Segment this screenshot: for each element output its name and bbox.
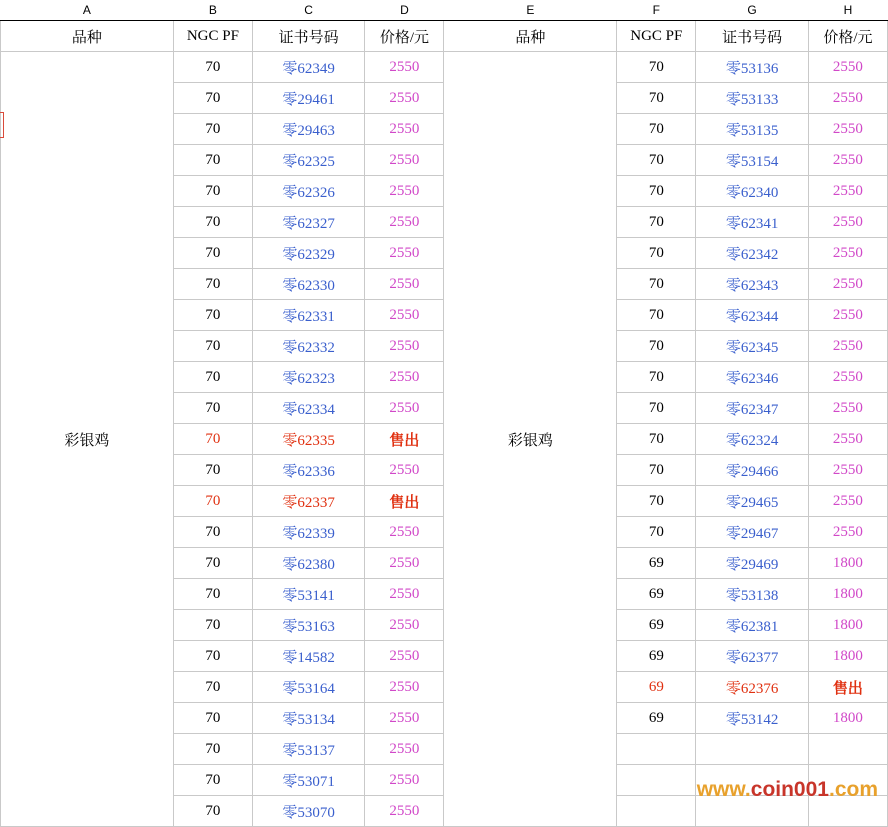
header-cell-cert-right[interactable]: 证书号码 bbox=[696, 21, 808, 52]
price-cell-left[interactable]: 2550 bbox=[365, 703, 444, 734]
grade-cell-left[interactable]: 70 bbox=[173, 238, 252, 269]
grade-cell-right[interactable]: 70 bbox=[617, 331, 696, 362]
row-selection-marker bbox=[0, 112, 4, 138]
grade-cell-left[interactable]: 70 bbox=[173, 672, 252, 703]
grade-cell-left[interactable]: 70 bbox=[173, 145, 252, 176]
grade-cell-right[interactable]: 69 bbox=[617, 703, 696, 734]
grade-cell-left[interactable]: 70 bbox=[173, 486, 252, 517]
price-cell-left[interactable]: 2550 bbox=[365, 269, 444, 300]
price-cell-right[interactable] bbox=[808, 734, 887, 765]
price-cell-right[interactable]: 2550 bbox=[808, 455, 887, 486]
price-cell-left[interactable]: 2550 bbox=[365, 300, 444, 331]
cert-cell-left[interactable]: 零62349 bbox=[252, 52, 364, 83]
cert-cell-right[interactable]: 零53154 bbox=[696, 145, 808, 176]
cert-cell-right[interactable]: 零62376 bbox=[696, 672, 808, 703]
cert-cell-left[interactable]: 零62332 bbox=[252, 331, 364, 362]
table-header-row bbox=[1, 21, 888, 52]
price-cell-left[interactable]: 2550 bbox=[365, 176, 444, 207]
price-cell-right[interactable]: 2550 bbox=[808, 114, 887, 145]
header-cell-price-left[interactable]: 价格/元 bbox=[365, 21, 444, 52]
price-cell-left[interactable]: 2550 bbox=[365, 765, 444, 796]
grade-cell-right[interactable]: 70 bbox=[617, 145, 696, 176]
column-header-c[interactable]: C bbox=[252, 0, 364, 21]
cert-cell-right[interactable]: 零62347 bbox=[696, 393, 808, 424]
price-cell-left[interactable]: 2550 bbox=[365, 83, 444, 114]
price-cell-right[interactable]: 2550 bbox=[808, 424, 887, 455]
cert-cell-left[interactable]: 零62335 bbox=[252, 424, 364, 455]
grade-cell-left[interactable]: 70 bbox=[173, 393, 252, 424]
cert-cell-left[interactable]: 零53134 bbox=[252, 703, 364, 734]
price-cell-right[interactable]: 2550 bbox=[808, 269, 887, 300]
column-header-a[interactable]: A bbox=[1, 0, 174, 21]
price-cell-left[interactable]: 2550 bbox=[365, 393, 444, 424]
grade-cell-right[interactable]: 70 bbox=[617, 300, 696, 331]
cert-cell-right[interactable]: 零62377 bbox=[696, 641, 808, 672]
cert-cell-right[interactable]: 零29467 bbox=[696, 517, 808, 548]
price-cell-left[interactable]: 2550 bbox=[365, 238, 444, 269]
grade-cell-right[interactable]: 69 bbox=[617, 548, 696, 579]
price-cell-right[interactable]: 2550 bbox=[808, 83, 887, 114]
grade-cell-right[interactable]: 70 bbox=[617, 486, 696, 517]
grade-cell-left[interactable]: 70 bbox=[173, 796, 252, 827]
grade-cell-right[interactable]: 70 bbox=[617, 269, 696, 300]
header-cell-grade-right[interactable]: NGC PF bbox=[617, 21, 696, 52]
price-cell-right[interactable]: 2550 bbox=[808, 300, 887, 331]
cert-cell-left[interactable]: 零62334 bbox=[252, 393, 364, 424]
cert-cell-left[interactable]: 零53163 bbox=[252, 610, 364, 641]
grade-cell-left[interactable]: 70 bbox=[173, 114, 252, 145]
cert-cell-left[interactable]: 零62380 bbox=[252, 548, 364, 579]
grade-cell-left[interactable]: 70 bbox=[173, 300, 252, 331]
column-header-h[interactable]: H bbox=[808, 0, 887, 21]
header-cell-variety-left[interactable]: 品种 bbox=[1, 21, 174, 52]
cert-cell-left[interactable]: 零53141 bbox=[252, 579, 364, 610]
cert-cell-left[interactable]: 零53070 bbox=[252, 796, 364, 827]
grade-cell-right[interactable]: 70 bbox=[617, 362, 696, 393]
price-cell-left[interactable]: 2550 bbox=[365, 114, 444, 145]
cert-cell-right[interactable]: 零53138 bbox=[696, 579, 808, 610]
price-cell-left[interactable]: 2550 bbox=[365, 641, 444, 672]
price-cell-left[interactable]: 售出 bbox=[365, 486, 444, 517]
variety-cell-right[interactable]: 彩银鸡 bbox=[444, 52, 617, 827]
grade-cell-right[interactable]: 70 bbox=[617, 455, 696, 486]
grade-cell-left[interactable]: 70 bbox=[173, 765, 252, 796]
cert-cell-right[interactable]: 零29465 bbox=[696, 486, 808, 517]
column-header-b[interactable]: B bbox=[173, 0, 252, 21]
grade-cell-left[interactable]: 70 bbox=[173, 734, 252, 765]
cert-cell-left[interactable]: 零62337 bbox=[252, 486, 364, 517]
grade-cell-right[interactable]: 69 bbox=[617, 672, 696, 703]
cert-cell-right[interactable]: 零62343 bbox=[696, 269, 808, 300]
price-cell-right[interactable]: 1800 bbox=[808, 641, 887, 672]
cert-cell-left[interactable]: 零62329 bbox=[252, 238, 364, 269]
column-header-e[interactable]: E bbox=[444, 0, 617, 21]
price-cell-right[interactable]: 2550 bbox=[808, 176, 887, 207]
price-cell-right[interactable]: 2550 bbox=[808, 393, 887, 424]
grade-cell-right[interactable]: 69 bbox=[617, 641, 696, 672]
cert-cell-left[interactable]: 零14582 bbox=[252, 641, 364, 672]
watermark-part2: coin001 bbox=[750, 778, 829, 801]
price-cell-left[interactable]: 售出 bbox=[365, 424, 444, 455]
cert-cell-left[interactable]: 零53137 bbox=[252, 734, 364, 765]
price-cell-right[interactable]: 2550 bbox=[808, 486, 887, 517]
grade-cell-left[interactable]: 70 bbox=[173, 610, 252, 641]
cert-cell-right[interactable]: 零62344 bbox=[696, 300, 808, 331]
price-cell-right[interactable]: 2550 bbox=[808, 331, 887, 362]
price-cell-right[interactable]: 售出 bbox=[808, 672, 887, 703]
cert-cell-left[interactable]: 零62325 bbox=[252, 145, 364, 176]
cert-cell-left[interactable]: 零62330 bbox=[252, 269, 364, 300]
cert-cell-left[interactable]: 零29463 bbox=[252, 114, 364, 145]
header-cell-variety-right[interactable]: 品种 bbox=[444, 21, 617, 52]
cert-cell-right[interactable] bbox=[696, 734, 808, 765]
grade-cell-left[interactable]: 70 bbox=[173, 455, 252, 486]
grade-cell-left[interactable]: 70 bbox=[173, 269, 252, 300]
price-cell-right[interactable]: 2550 bbox=[808, 145, 887, 176]
price-cell-right[interactable]: 2550 bbox=[808, 362, 887, 393]
grade-cell-right[interactable]: 70 bbox=[617, 176, 696, 207]
cert-cell-right[interactable]: 零53133 bbox=[696, 83, 808, 114]
grade-cell-right[interactable]: 70 bbox=[617, 393, 696, 424]
cert-cell-right[interactable]: 零62340 bbox=[696, 176, 808, 207]
grade-cell-right[interactable]: 70 bbox=[617, 52, 696, 83]
variety-cell-left[interactable]: 彩银鸡 bbox=[1, 52, 174, 827]
cert-cell-left[interactable]: 零62323 bbox=[252, 362, 364, 393]
cert-cell-left[interactable]: 零53071 bbox=[252, 765, 364, 796]
cert-cell-right[interactable]: 零53136 bbox=[696, 52, 808, 83]
price-cell-left[interactable]: 2550 bbox=[365, 331, 444, 362]
price-cell-left[interactable]: 2550 bbox=[365, 207, 444, 238]
cert-cell-right[interactable]: 零62341 bbox=[696, 207, 808, 238]
cert-cell-left[interactable]: 零62339 bbox=[252, 517, 364, 548]
price-cell-right[interactable]: 1800 bbox=[808, 579, 887, 610]
header-cell-cert-left[interactable]: 证书号码 bbox=[252, 21, 364, 52]
grade-cell-left[interactable]: 70 bbox=[173, 424, 252, 455]
price-cell-left[interactable]: 2550 bbox=[365, 796, 444, 827]
grade-cell-left[interactable]: 70 bbox=[173, 579, 252, 610]
price-cell-left[interactable]: 2550 bbox=[365, 517, 444, 548]
price-cell-right[interactable]: 2550 bbox=[808, 52, 887, 83]
grade-cell-right[interactable] bbox=[617, 734, 696, 765]
price-cell-right[interactable]: 1800 bbox=[808, 610, 887, 641]
cert-cell-left[interactable]: 零53164 bbox=[252, 672, 364, 703]
cert-cell-right[interactable]: 零29469 bbox=[696, 548, 808, 579]
cert-cell-right[interactable]: 零62324 bbox=[696, 424, 808, 455]
grade-cell-right[interactable]: 70 bbox=[617, 207, 696, 238]
grade-cell-left[interactable]: 70 bbox=[173, 641, 252, 672]
price-cell-left[interactable]: 2550 bbox=[365, 672, 444, 703]
cert-cell-right[interactable]: 零29466 bbox=[696, 455, 808, 486]
grade-cell-right[interactable]: 70 bbox=[617, 424, 696, 455]
cert-cell-left[interactable]: 零62327 bbox=[252, 207, 364, 238]
cert-cell-right[interactable]: 零62381 bbox=[696, 610, 808, 641]
grade-cell-left[interactable]: 70 bbox=[173, 176, 252, 207]
grade-cell-left[interactable]: 70 bbox=[173, 83, 252, 114]
header-cell-price-right[interactable]: 价格/元 bbox=[808, 21, 887, 52]
price-cell-left[interactable]: 2550 bbox=[365, 548, 444, 579]
header-cell-grade-left[interactable]: NGC PF bbox=[173, 21, 252, 52]
column-header-d[interactable]: D bbox=[365, 0, 444, 21]
grade-cell-right[interactable] bbox=[617, 765, 696, 796]
cert-cell-right[interactable]: 零53135 bbox=[696, 114, 808, 145]
grade-cell-left[interactable]: 70 bbox=[173, 548, 252, 579]
grade-cell-right[interactable]: 70 bbox=[617, 517, 696, 548]
grade-cell-right[interactable]: 70 bbox=[617, 114, 696, 145]
cert-cell-left[interactable]: 零62331 bbox=[252, 300, 364, 331]
price-cell-right[interactable]: 1800 bbox=[808, 703, 887, 734]
grade-cell-right[interactable] bbox=[617, 796, 696, 827]
grade-cell-left[interactable]: 70 bbox=[173, 207, 252, 238]
watermark bbox=[697, 778, 878, 802]
price-cell-left[interactable]: 2550 bbox=[365, 362, 444, 393]
cert-cell-right[interactable]: 零62346 bbox=[696, 362, 808, 393]
cert-cell-left[interactable]: 零29461 bbox=[252, 83, 364, 114]
cert-cell-left[interactable]: 零62336 bbox=[252, 455, 364, 486]
grade-cell-left[interactable]: 70 bbox=[173, 362, 252, 393]
grade-cell-right[interactable]: 70 bbox=[617, 83, 696, 114]
cert-cell-right[interactable]: 零62345 bbox=[696, 331, 808, 362]
grade-cell-left[interactable]: 70 bbox=[173, 331, 252, 362]
grade-cell-right[interactable]: 70 bbox=[617, 238, 696, 269]
grade-cell-left[interactable]: 70 bbox=[173, 703, 252, 734]
price-cell-left[interactable]: 2550 bbox=[365, 145, 444, 176]
price-cell-left[interactable]: 2550 bbox=[365, 610, 444, 641]
grade-cell-left[interactable]: 70 bbox=[173, 517, 252, 548]
price-cell-right[interactable]: 2550 bbox=[808, 517, 887, 548]
price-cell-right[interactable]: 2550 bbox=[808, 207, 887, 238]
watermark-part1: www. bbox=[696, 778, 751, 801]
grade-cell-right[interactable]: 69 bbox=[617, 610, 696, 641]
price-cell-left[interactable]: 2550 bbox=[365, 52, 444, 83]
column-header-g[interactable]: G bbox=[696, 0, 808, 21]
price-cell-left[interactable]: 2550 bbox=[365, 579, 444, 610]
price-cell-left[interactable]: 2550 bbox=[365, 734, 444, 765]
grade-cell-right[interactable]: 69 bbox=[617, 579, 696, 610]
cert-cell-right[interactable]: 零62342 bbox=[696, 238, 808, 269]
price-cell-right[interactable]: 1800 bbox=[808, 548, 887, 579]
price-cell-right[interactable]: 2550 bbox=[808, 238, 887, 269]
column-header-f[interactable]: F bbox=[617, 0, 696, 21]
cert-cell-left[interactable]: 零62326 bbox=[252, 176, 364, 207]
table-row bbox=[1, 52, 888, 83]
price-cell-left[interactable]: 2550 bbox=[365, 455, 444, 486]
watermark-part3: .com bbox=[828, 778, 878, 801]
cert-cell-right[interactable]: 零53142 bbox=[696, 703, 808, 734]
column-header-row bbox=[1, 0, 888, 21]
grade-cell-left[interactable]: 70 bbox=[173, 52, 252, 83]
